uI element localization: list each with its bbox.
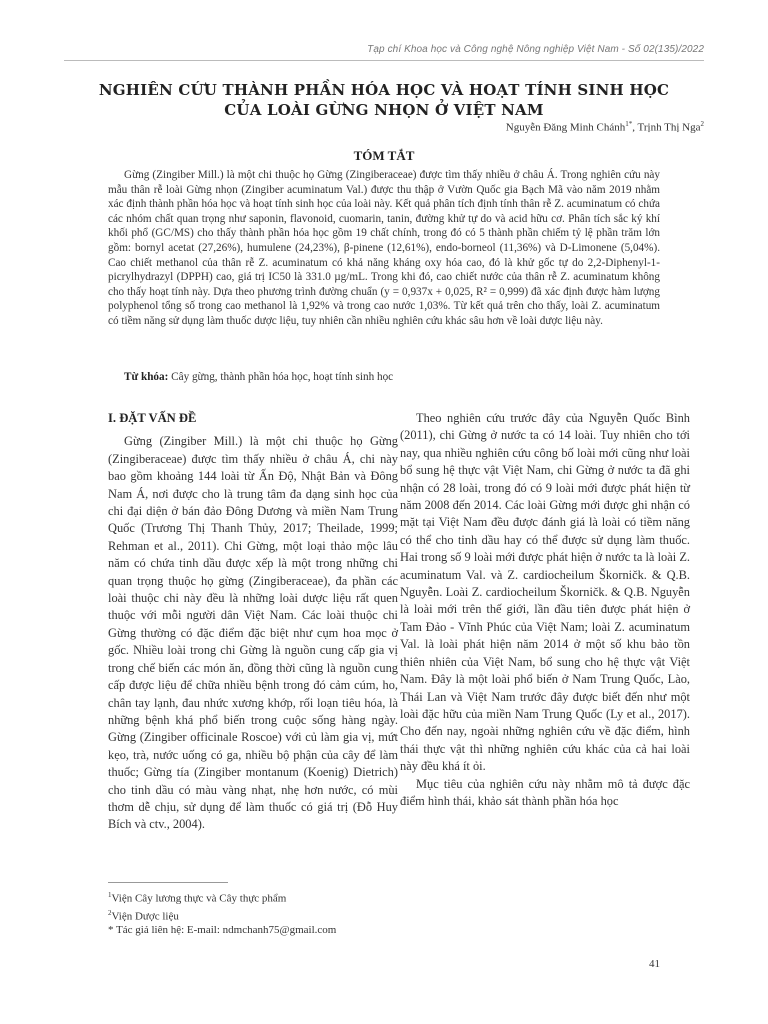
journal-header: Tạp chí Khoa học và Công nghệ Nông nghiệp Việt Nam - Số 02(135)/2022 — [367, 44, 704, 55]
footnote-1 — [108, 888, 336, 906]
footnote-divider — [108, 882, 228, 883]
author-name-1: Nguyễn Đăng Minh Chánh — [505, 121, 626, 134]
author-affiliation-mark-1: 1* — [625, 120, 633, 128]
title-line-2: CỦA LOÀI GỪNG NHỌN Ở VIỆT NAM — [224, 101, 544, 119]
abstract-heading: TÓM TẮT — [353, 148, 415, 163]
keywords-line — [108, 370, 660, 385]
footnotes — [108, 888, 336, 937]
author-separator: , — [632, 121, 638, 134]
author-list — [506, 120, 704, 134]
body-column-right — [400, 410, 690, 810]
header-divider — [64, 60, 704, 61]
footnote-2 — [108, 906, 336, 924]
body-paragraph: Mục tiêu của nghiên cứu này nhằm mô tả được đặc điểm hình thái, khảo sát thành phần hóa học — [400, 776, 690, 808]
footnote-3: * Tác giả liên hệ: E-mail: ndmchanh75@gmail.com — [108, 924, 337, 937]
title-line-1: NGHIÊN CỨU THÀNH PHẦN HÓA HỌC VÀ HOẠT TÍNH SINH HỌC — [98, 81, 670, 99]
abstract-text: Gừng (Zingiber Mill.) là một chi thuộc họ Gừng (Zingiberaceae) được tìm thấy nhiều ở châu Á. Trong nghiên cứu này mẫu thân rễ loài Gừng nhọn (Zingiber acuminatum Val.) được thu thập ở Vườn Quốc gia Bạch Mã vào năm 2019 nhằm xác định thành phần hóa học và hoạt tính sinh học của loài này. Kết quả phân tích định tính thân rễ Z. acuminatum có chứa các nhóm chất quan trọng như saponin, flavonoid, cuomarin, tanin, đường khử tự do và acid hữu cơ. Phân tích sắc ký khí khối phổ (GC/MS) cho thấy thành phần hóa học gồm 19 chất chính, trong đó có 5 thành phần chiếm tỷ lệ phần trăm lớn gồm: bornyl acetat (27,26%), humulene (24,23%), β-pinene (12,61%), endo-borneol (11,36%) và D-Limonene (5,04%). Cao chiết methanol của thân rễ Z. acuminatum có khả năng kháng oxy hóa cao, đó là khử gốc tự do 2,2-Diphenyl-1-picrylhydrazyl (DPPH) cao, giá trị IC50 là 331.0 µg/mL. Trong khi đó, cao chiết nước của thân rễ Z. acuminatum không cho thấy hoạt tính này. Dựa theo phương trình đường chuẩn (y = 0,937x + 0,025, R² = 0,999) đã xác định được hàm lượng polyphenol tổng số trong cao methanol là 1,92% và trong cao nước 1,03%. Từ kết quả trên cho thấy, loài Z. acuminatum có tiềm năng sử dụng làm thuốc dược liệu, tuy nhiên cần nhiều nghiên cứu khác sâu hơn về loài dược liệu này. — [108, 169, 660, 327]
footnote-text-1: Viện Cây lương thực và Cây thực phẩm — [111, 892, 287, 905]
footnote-mark-2: 2 — [108, 908, 112, 917]
footnote-text-2: Viện Dược liệu — [111, 910, 179, 923]
keywords-value: Cây gừng, thành phần hóa học, hoạt tính sinh học — [171, 371, 394, 383]
article-title — [64, 80, 704, 120]
footnote-mark-1: 1 — [108, 891, 112, 899]
body-paragraph: Theo nghiên cứu trước đây của Nguyễn Quốc Bình (2011), chi Gừng ở nước ta có 14 loài. Tuy nhiên cho tới nay, qua nhiều nghiên cứu công bố loài mới cũng như loài bổ sung hệ thực vật Việt Nam, chi Gừng ở nước ta đã ghi nhận có 28 loài, trong đó có 9 loài mới được phát hiện từ năm 2008 đến 2014. Các loài Gừng mới được ghi nhận có mặt tại Việt Nam đều được đánh giá là loài có tiềm năng có thể cho tinh dầu hay có thể được sử dụng làm thuốc. Hai trong số 9 loài mới được phát hiện ở nước ta là loài Z. acuminatum Val. và Z. cardiocheilum Škorničk. & Q.B. Nguyễn. Loài Z. cardiocheilum Škorničk. & Q.B. Nguyễn là loài mới trên thế giới, lần đầu tiên được phát hiện ở Tam Đảo - Vĩnh Phúc của Việt Nam; loài Z. acuminatum Val. là loài phát hiện năm 2014 ở một số khu bảo tồn thiên nhiên của Việt Nam, bổ sung cho hệ thực vật Việt Nam. Đây là một loài phổ biến ở Nam Trung Quốc, Lào, Thái Lan và Việt Nam trước đây được biết đến như một loài đặc hữu của miền Nam Trung Quốc (Ly et al., 2017). Cho đến nay, ngoài những nghiên cứu về đặc điểm, hình thái thực vật thì những nghiên cứu khác của cả hai loài này đều khá ít ỏi. — [400, 411, 690, 774]
author-name-2: Trịnh Thị Nga — [637, 121, 701, 134]
section-heading: I. ĐẶT VẤN ĐỀ — [108, 411, 197, 425]
author-affiliation-mark-2: 2 — [700, 120, 704, 128]
page-number: 41 — [649, 958, 660, 970]
keywords-label: Từ khóa: — [124, 371, 169, 383]
body-paragraph: Gừng (Zingiber Mill.) là một chi thuộc họ Gừng (Zingiberaceae) được tìm thấy nhiều ở châu Á, chi này bao gồm khoảng 144 loài từ Ấn Độ, Nhật Bản và Đông Nam Á, nơi được cho là trung tâm đa dạng sinh học của chi đại diện ở bán đảo Đông Dương và miền Nam Trung Quốc (Trương Thị Thanh Thủy, 2017; Theilade, 1999; Rehman et al., 2011). Chi Gừng, một loại thảo mộc lâu năm có chứa tinh dầu được xếp là một trong những chi quan trọng thuộc họ gừng (Zingiberaceae), đa phần các loài thuộc chi này đều là những loài dược liệu rất quen thuộc với mỗi người dân Việt Nam. Các loài thuộc chi Gừng thường có đặc điểm đặc biệt như cụm hoa mọc ở gốc. Nhiều loài trong chi Gừng là nguồn cung cấp gia vị trong chế biến các món ăn, đồng thời cũng là nguồn cung cấp được liệu để chữa nhiều bệnh trong đó cảm cúm, ho, chân tay lạnh, đau nhức xương khớp, rối loạn tiêu hóa, là những bệnh khá phổ biến trong cuộc sống hàng ngày. Gừng (Zingiber officinale Roscoe) với củ làm gia vị, mứt kẹo, trà, nước uống có ga, nhiều bộ phận của cây để làm thuốc; Gừng tía (Zingiber montanum (Koenig) Dietrich) cho tinh dầu có màu vàng nhạt, nhẹ hơn nước, có mùi thơm dễ chịu, sử dụng để làm thuốc có giá trị (Đỗ Huy Bích và ctv., 2004). — [108, 434, 398, 832]
body-column-left — [108, 410, 398, 834]
